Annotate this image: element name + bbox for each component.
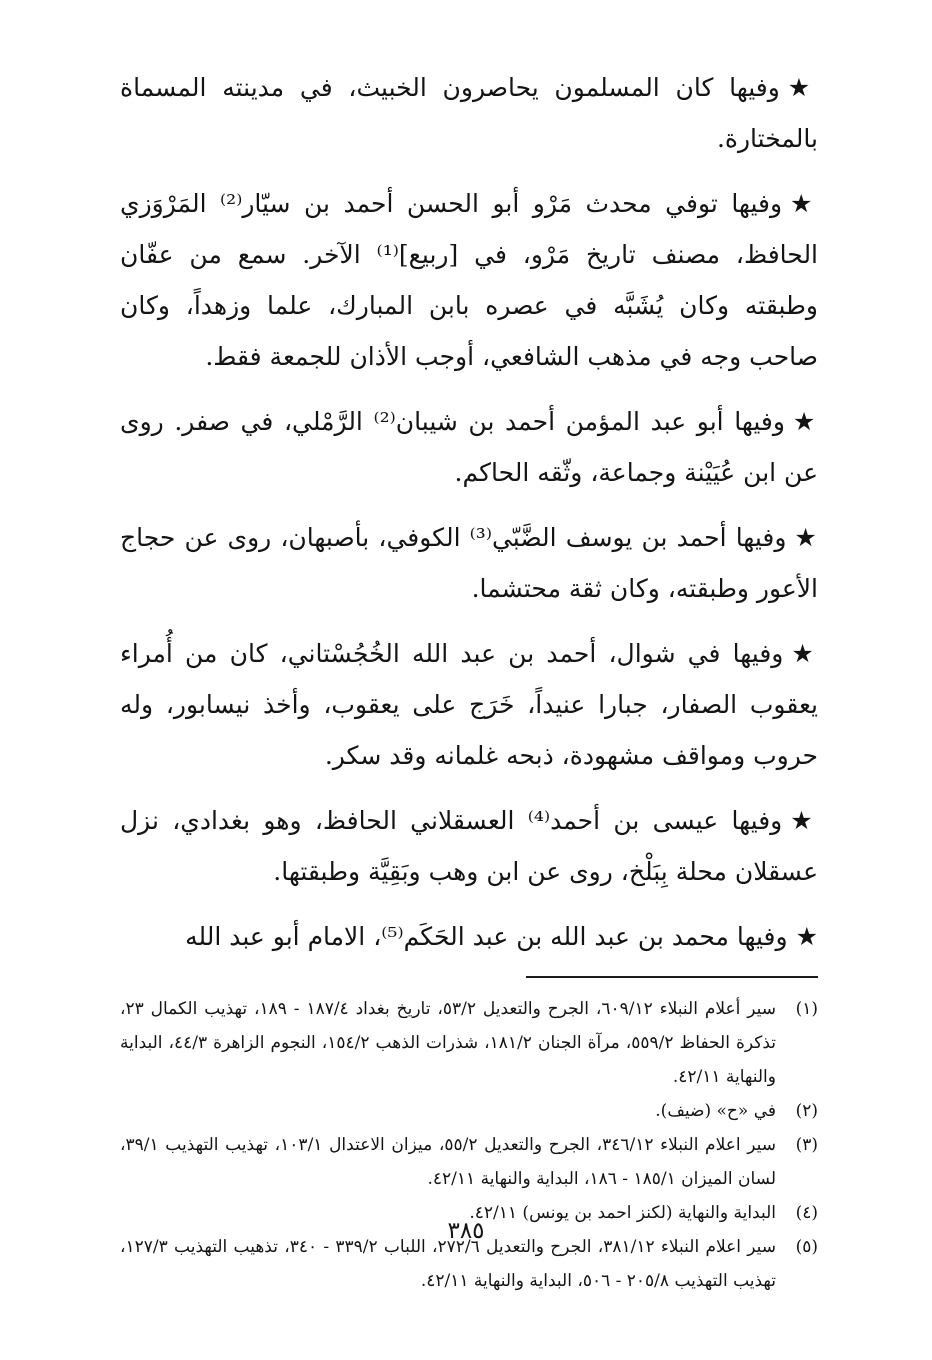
entry-2 [120, 178, 818, 382]
page-body [120, 62, 818, 1298]
footnote-1 [120, 992, 818, 1094]
star-marker: ★ [790, 189, 818, 218]
star-marker: ★ [794, 523, 818, 552]
footnote-separator [526, 976, 818, 978]
entry-text: وفيها في شوال، أحمد بن عبد الله الخُجُسْتاني، كان من أُمراء يعقوب الصفار، جبارا عنيداً، خَرَج على يعقوب، وأخذ نيسابور، وله حروب ومواقف مشهودة، ذبحه غلمانه وقد سكر. [120, 639, 818, 770]
star-marker: ★ [792, 407, 818, 436]
page-number: ٣٨٥ [447, 1218, 485, 1244]
entry-text: وفيها أبو عبد المؤمن أحمد بن شيبان⁽²⁾ الرَّمْلي، في صفر. روى عن ابن عُيَيْنة وجماعة، وثّقه الحاكم. [120, 407, 818, 487]
footnote-number: (٣) [795, 1135, 818, 1155]
star-marker: ★ [787, 73, 818, 102]
entry-4 [120, 512, 818, 614]
star-marker: ★ [791, 639, 818, 668]
footnotes [120, 992, 818, 1298]
footnote-2 [120, 1094, 818, 1128]
footnote-3 [120, 1128, 818, 1196]
entry-1 [120, 62, 818, 164]
footnote-text: البداية والنهاية (لكنز احمد بن يونس) ٤٢/١١. [469, 1203, 776, 1223]
entry-text: وفيها توفي محدث مَرْو أبو الحسن أحمد بن سيّار⁽²⁾ المَرْوَزي الحافظ، مصنف تاريخ مَرْو، في [ربيع]⁽¹⁾ الآخر. سمع من عفّان وطبقته وكان يُشَبَّه في عصره بابن المبارك، علما وزهداً، وكان صاحب وجه في مذهب الشافعي، أوجب الأذان للجمعة فقط. [120, 189, 819, 371]
entry-7 [120, 911, 818, 962]
star-marker: ★ [795, 922, 818, 951]
footnote-text: سير أعلام النبلاء ٦٠٩/١٢، الجرح والتعديل ٥٣/٢، تاريخ بغداد ١٨٧/٤ - ١٨٩، تهذيب الكمال ٢٣، تذكرة الحفاظ ٥٥٩/٢، مرآة الجنان ١٨١/٢، شذرات الذهب ١٥٤/٢، النجوم الزاهرة ٤٤/٣، البداية والنهاية ٤٢/١١. [120, 999, 776, 1087]
entry-5 [120, 628, 818, 781]
footnote-number: (٤) [795, 1203, 818, 1223]
footnote-number: (٢) [795, 1101, 818, 1121]
footnote-text: في «ح» (ضيف). [655, 1101, 776, 1121]
entry-text: وفيها عيسى بن أحمد⁽⁴⁾ العسقلاني الحافظ، وهو بغدادي، نزل عسقلان محلة بِبَلْخ، روى عن ابن وهب وبَقِيَّة وطبقتها. [120, 806, 818, 886]
entry-text: وفيها أحمد بن يوسف الضَّبّي⁽³⁾ الكوفي، بأصبهان، روى عن حجاج الأعور وطبقته، وكان ثقة محتشما. [120, 523, 818, 603]
footnote-text: سير اعلام النبلاء ٣٨١/١٢، الجرح والتعديل ٢٧٢/٦، اللباب ٣٣٩/٢ - ٣٤٠، تذهيب التهذيب ١٢٧/٣، تهذيب التهذيب ٢٠٥/٨ - ٥٠٦، البداية والنهاية ٤٢/١١. [120, 1237, 776, 1291]
footnote-number: (١) [795, 999, 818, 1019]
entry-text: وفيها محمد بن عبد الله بن عبد الحَكَم⁽⁵⁾، الامام أبو عبد الله [185, 922, 788, 951]
footnote-text: سير اعلام النبلاء ٣٤٦/١٢، الجرح والتعديل ٥٥/٢، ميزان الاعتدال ١٠٣/١، تهذيب التهذيب ٣٩/١، لسان الميزان ١٨٥/١ - ١٨٦، البداية والنهاية ٤٢/١١. [120, 1135, 776, 1189]
entry-6 [120, 795, 818, 897]
footnote-number: (٥) [795, 1237, 818, 1257]
star-marker: ★ [790, 806, 818, 835]
entry-3 [120, 396, 818, 498]
entry-text: وفيها كان المسلمون يحاصرون الخبيث، في مدينته المسماة بالمختارة. [120, 73, 818, 153]
